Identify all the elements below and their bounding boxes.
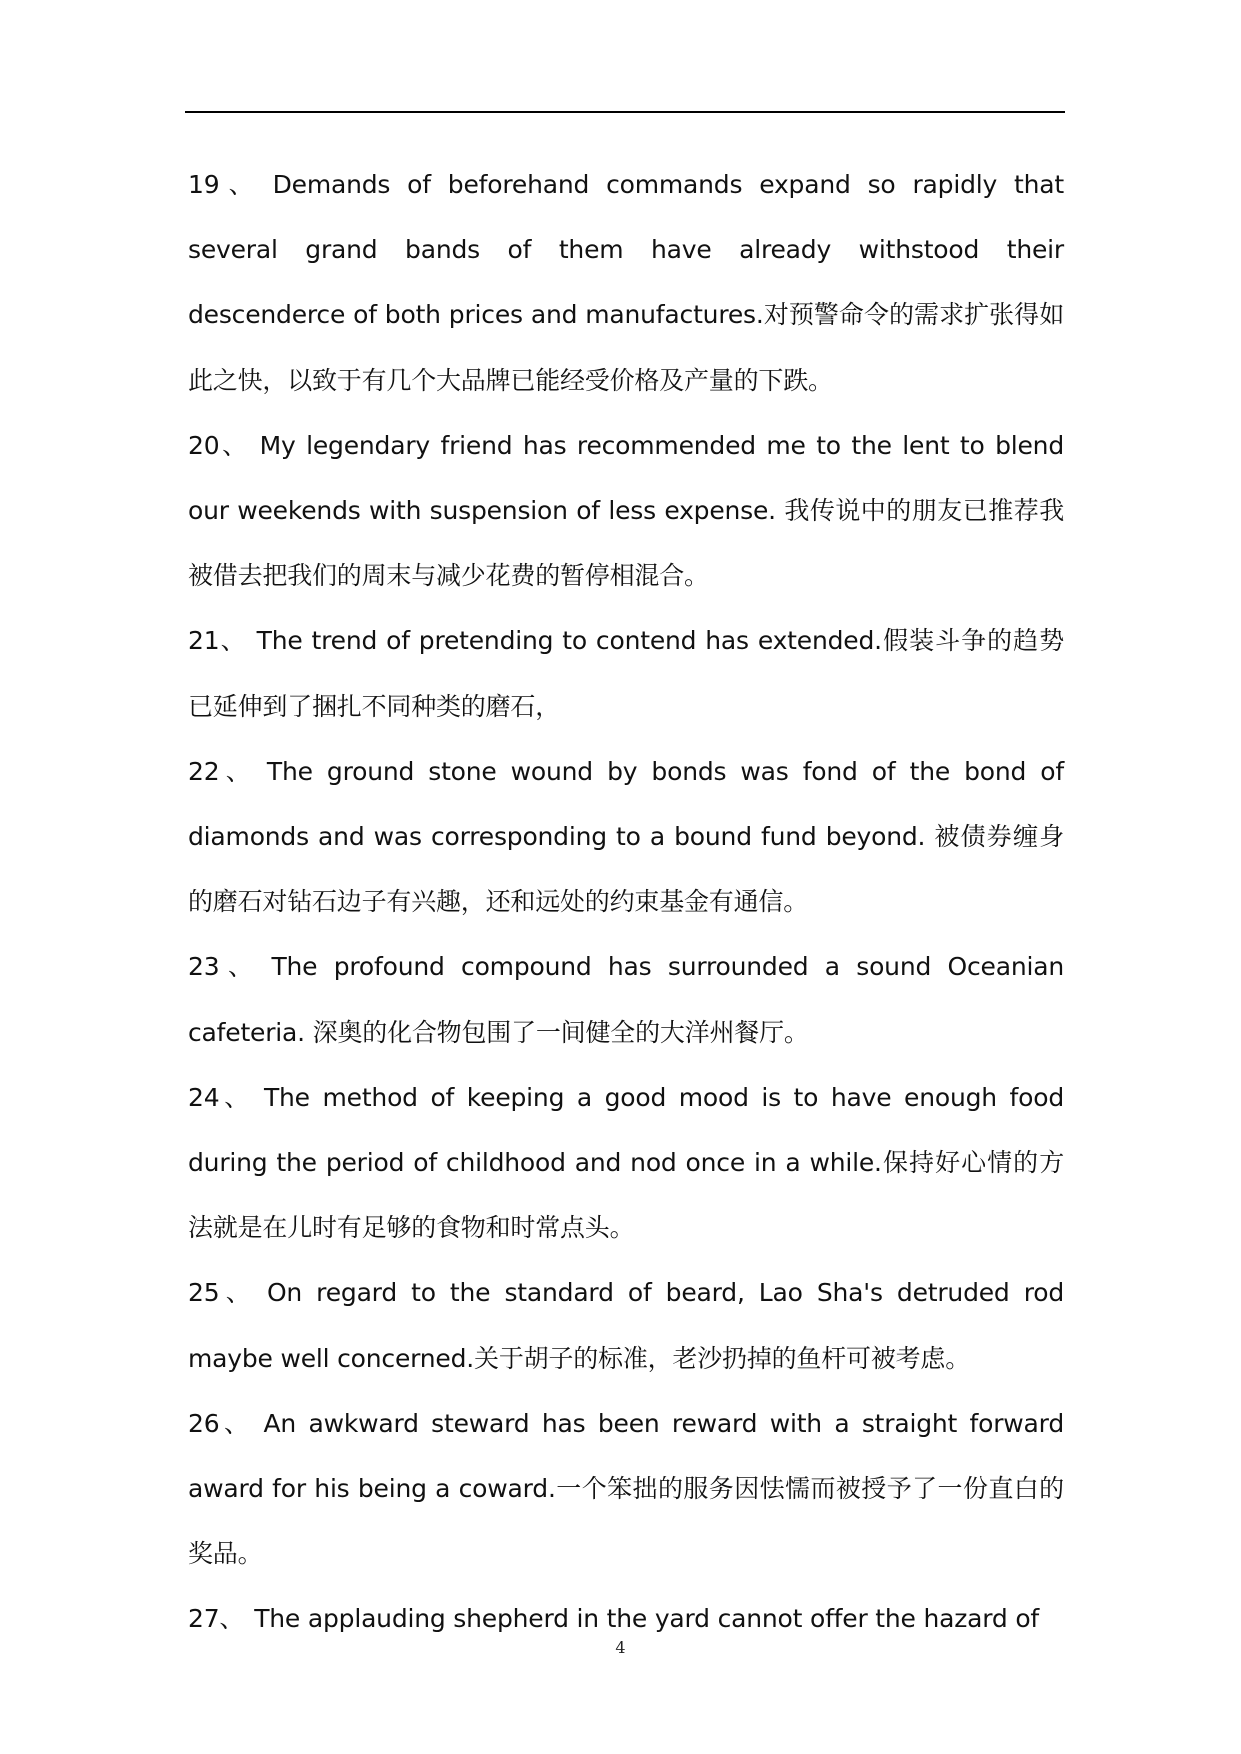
entry-text: An awkward steward has been reward with a straight forward award for his being a coward.一个笨拙的服务因怯懦而被授予了一份直白的奖品。 (188, 1408, 1064, 1569)
header-rule (185, 111, 1065, 113)
entry-number: 19、 (188, 170, 263, 199)
entry-text: The profound compound has surrounded a sound Oceanian cafeteria. 深奥的化合物包围了一间健全的大洋州餐厅。 (188, 952, 1064, 1047)
entry-25 (188, 1260, 1064, 1390)
entry-text: The trend of pretending to contend has extended.假装斗争的趋势已延伸到了捆扎不同种类的磨石， (188, 626, 1064, 721)
entry-number: 25、 (188, 1278, 257, 1308)
entry-21 (188, 608, 1064, 738)
entry-text: The method of keeping a good mood is to have enough food during the period of childhood and nod once in a while.保持好心情的方法就是在儿时有足够的食物和时常点头。 (188, 1082, 1064, 1243)
entry-number: 24、 (188, 1082, 254, 1112)
entry-number: 20、 (188, 430, 250, 460)
entry-text: Demands of beforehand commands expand so rapidly that several grand bands of them have already withstood their descenderce of both prices and manufactures.对预警命令的需求扩张得如此之快，以致于有几个大品牌已能经受价格及产量的下跌。 (188, 170, 1064, 395)
entry-19 (188, 152, 1064, 413)
entry-number: 26、 (188, 1408, 254, 1438)
entry-24 (188, 1065, 1064, 1261)
entry-23 (188, 934, 1064, 1064)
document-body (188, 152, 1064, 1652)
entry-22 (188, 739, 1064, 935)
entry-26 (188, 1391, 1064, 1587)
entry-text: The applauding shepherd in the yard cannot offer the hazard of (254, 1604, 1040, 1634)
page-number: 4 (615, 1638, 626, 1657)
entry-number: 27、 (188, 1604, 245, 1634)
entry-number: 23、 (188, 952, 262, 982)
entry-text: My legendary friend has recommended me to the lent to blend our weekends with suspension of less expense. 我传说中的朋友已推荐我被借去把我们的周末与减少花费的暂停相混合。 (188, 430, 1064, 591)
entry-text: On regard to the standard of beard, Lao Sha's detruded rod maybe well concerned.关于胡子的标准，老沙扔掉的鱼杆可被考虑。 (188, 1278, 1064, 1373)
entry-text: The ground stone wound by bonds was fond of the bond of diamonds and was corresponding to a bound fund beyond. 被债券缠身的磨石对钻石边子有兴趣，还和远处的约束基金有通信。 (188, 756, 1064, 917)
entry-20 (188, 413, 1064, 609)
entry-number: 22、 (188, 756, 257, 786)
entry-number: 21、 (188, 626, 247, 656)
